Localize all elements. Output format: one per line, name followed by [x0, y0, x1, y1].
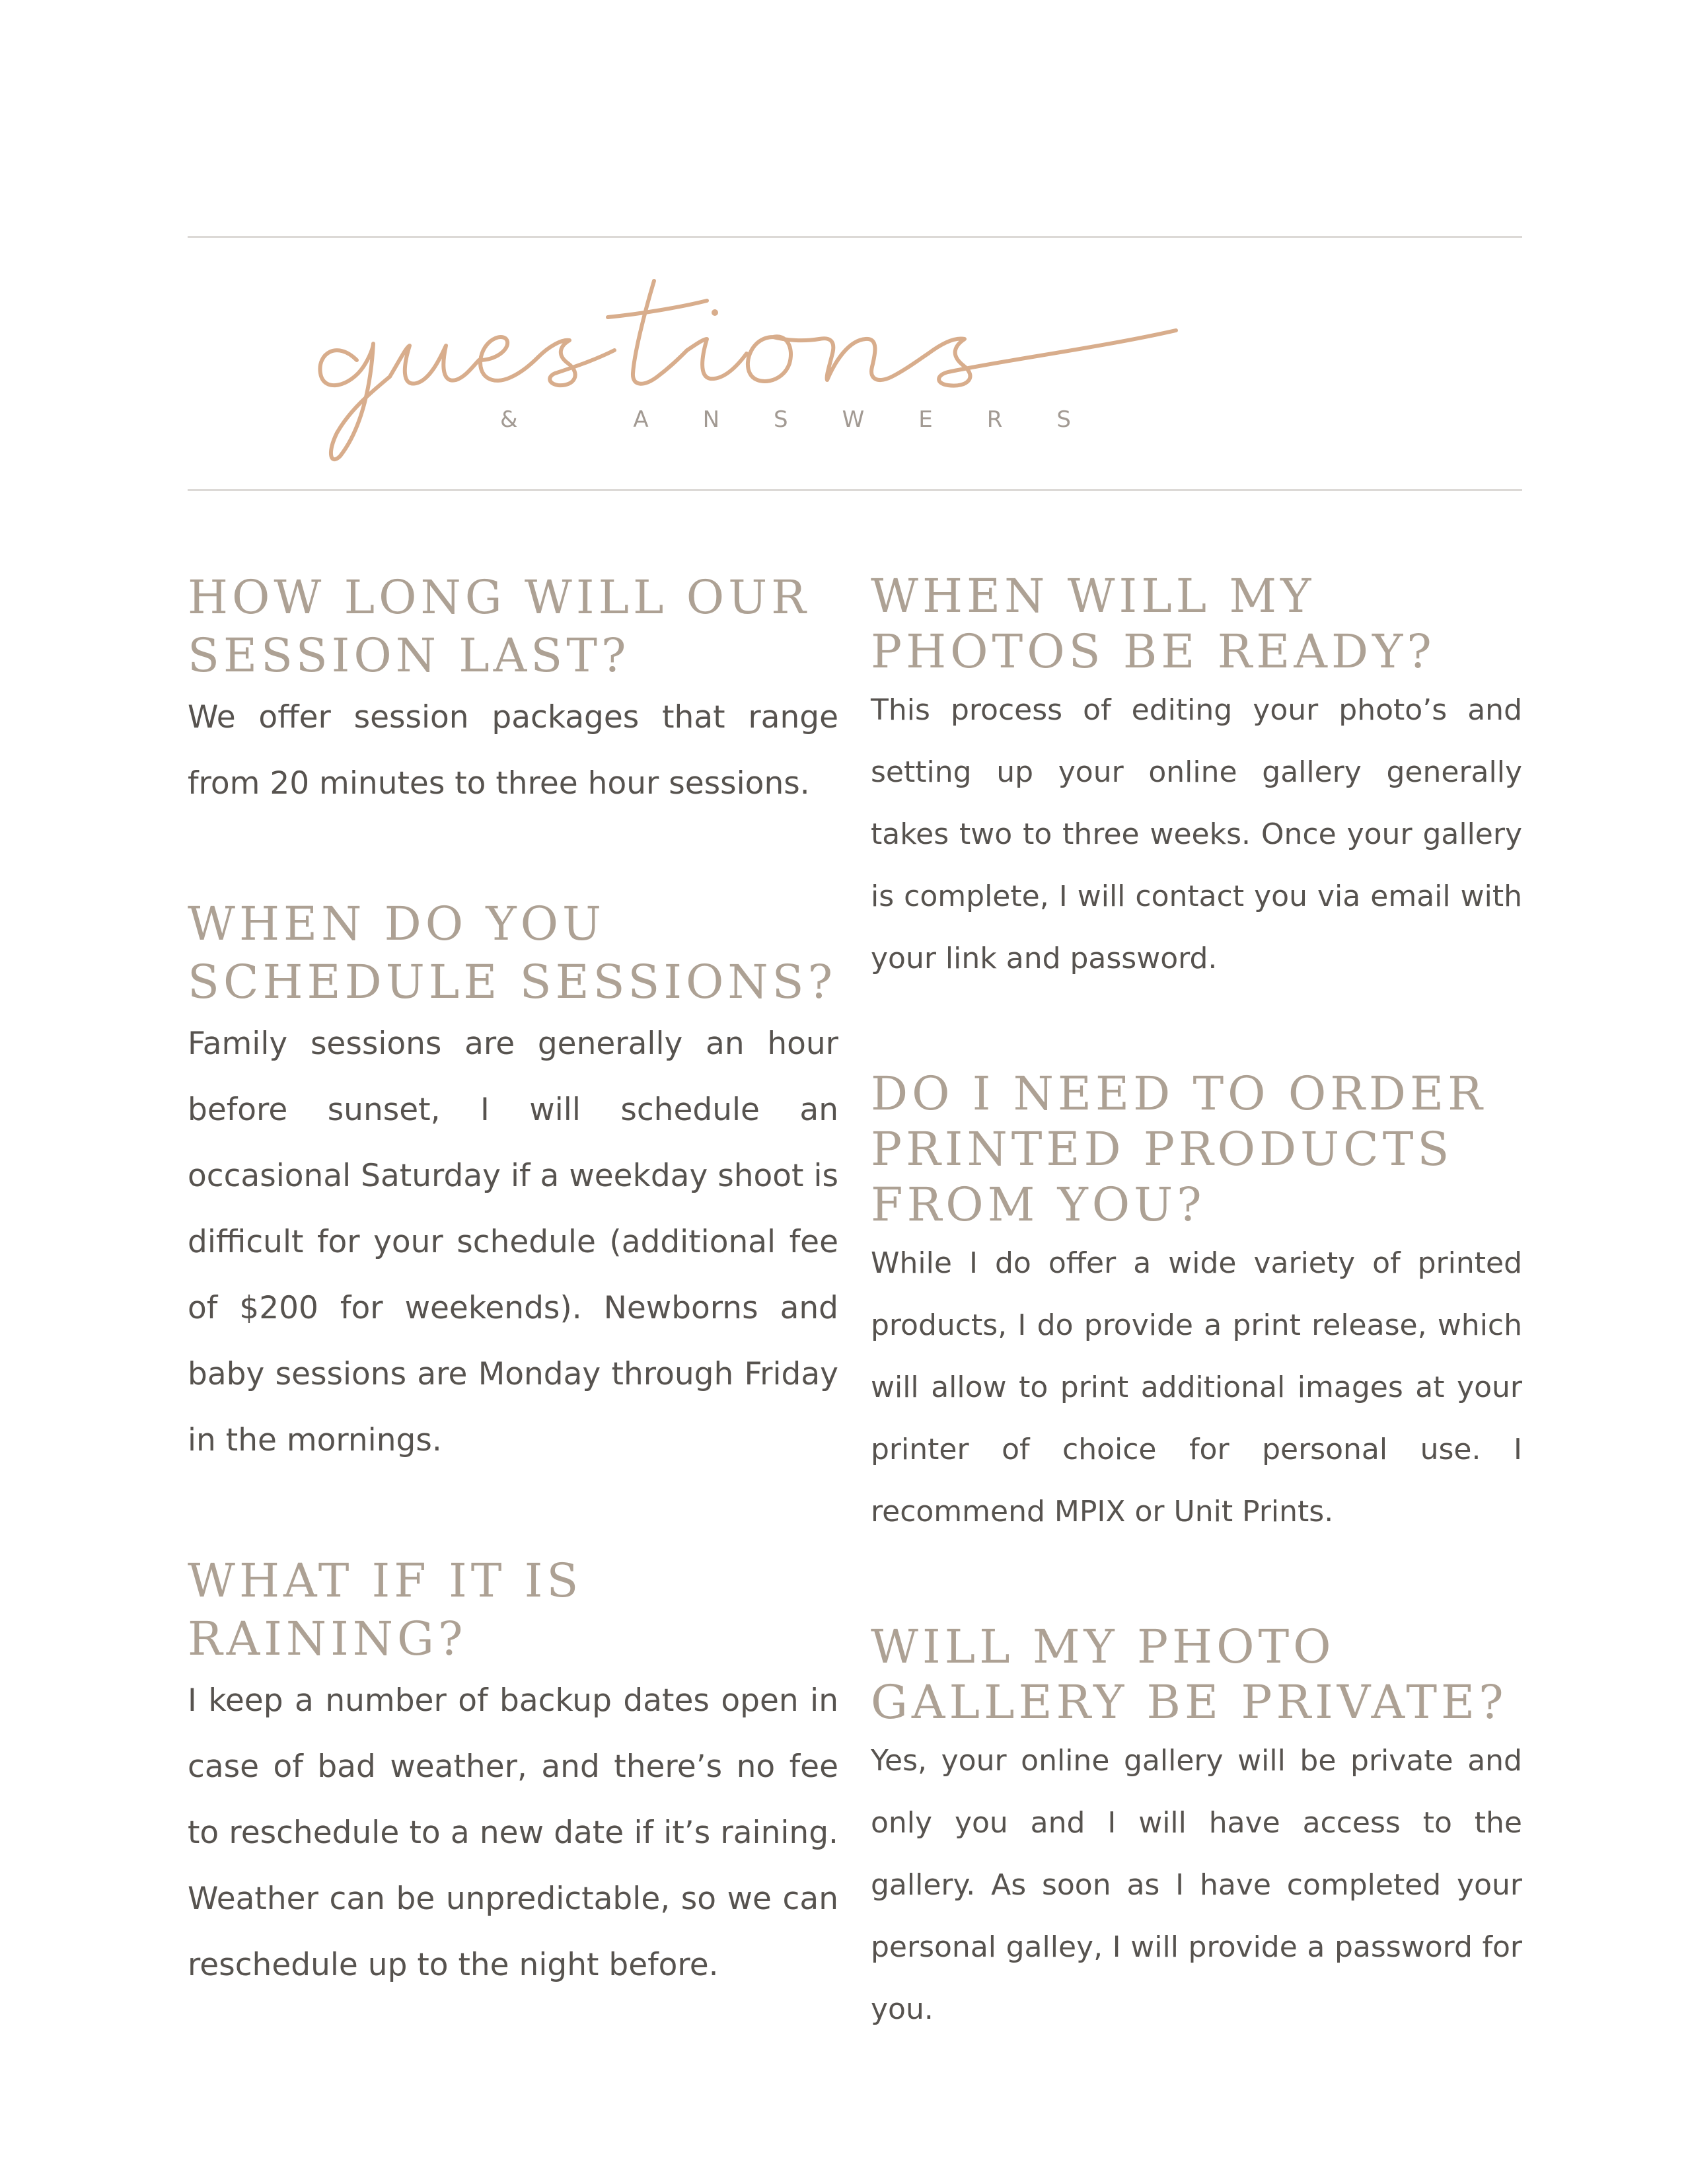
- question-heading: WHEN DO YOU SCHEDULE SESSIONS?: [188, 897, 837, 1009]
- answer-text: We offer session packages that range from 20 minutes to three hour sessions.: [188, 699, 838, 802]
- qa-item: [871, 568, 1522, 990]
- script-title-questions: [311, 268, 1387, 466]
- question-heading: WHEN WILL MY PHOTOS BE READY?: [871, 569, 1436, 679]
- qa-item: [871, 1066, 1522, 1543]
- subtitle-answers: & ANSWERS: [500, 406, 1125, 433]
- question-heading: DO I NEED TO ORDER PRINTED PRODUCTS FROM YOU?: [871, 1067, 1486, 1232]
- answer-text: I keep a number of backup dates open in case of bad weather, and there’s no fee to reschedule to a new date if it’s raining. Weather can be unpredictable, so we can reschedule up to the night before.: [188, 1682, 838, 1983]
- right-column: [871, 568, 1522, 2041]
- top-divider: [188, 236, 1522, 238]
- qa-item: [188, 895, 838, 1474]
- answer-text: While I do offer a wide variety of printed products, I do provide a print release, which will allow to print additional images at your printer of choice for personal use. I recommend MPIX or Unit Prints.: [871, 1246, 1522, 1528]
- qa-item: [871, 1619, 1522, 2041]
- qa-item: [188, 568, 838, 817]
- left-column: [188, 568, 838, 1998]
- answer-text: Family sessions are generally an hour before sunset, I will schedule an occasional Saturday if a weekday shoot is difficult for your schedule (additional fee of $200 for weekends). Newborns and baby sessions are Monday through Friday in the mornings.: [188, 1026, 838, 1458]
- question-heading: WHAT IF IT IS RAINING?: [188, 1554, 583, 1666]
- question-heading: HOW LONG WILL OUR SESSION LAST?: [188, 570, 810, 683]
- qa-item: [188, 1552, 838, 1998]
- bottom-divider: [188, 489, 1522, 491]
- question-heading: WILL MY PHOTO GALLERY BE PRIVATE?: [871, 1620, 1508, 1729]
- answer-text: This process of editing your photo’s and setting up your online gallery generally takes two to three weeks. Once your gallery is complete, I will contact you via email with your link and password.: [871, 693, 1522, 975]
- answer-text: Yes, your online gallery will be private and only you and I will have access to the gallery. As soon as I have completed your personal galley, I will provide a password for you.: [871, 1744, 1522, 2026]
